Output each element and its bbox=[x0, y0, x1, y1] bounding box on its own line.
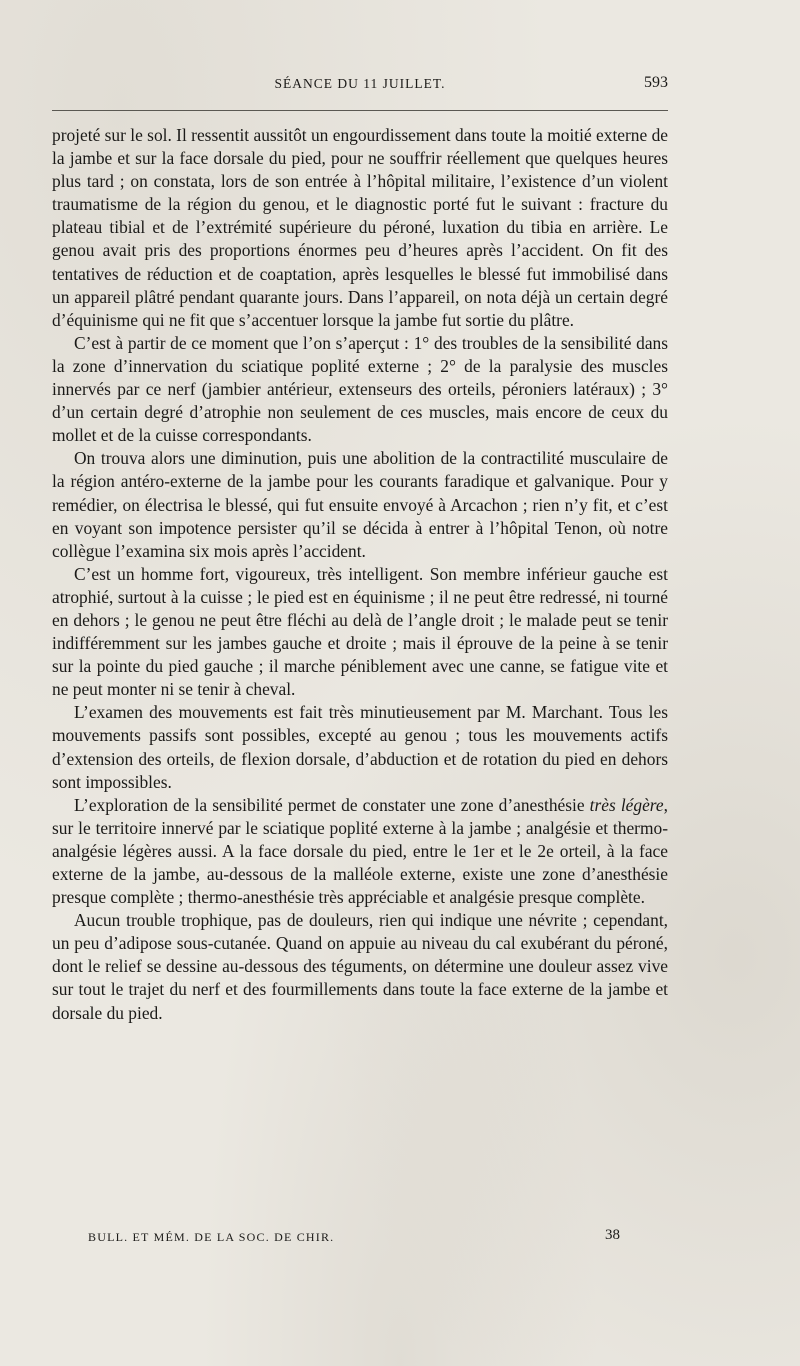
paragraph-6-emphasis: très légère bbox=[589, 794, 664, 815]
paragraph-6-text-after: , sur le territoire innervé par le sciatique poplité externe à la jambe ; analgésie et thermo-analgésie légères aussi. A la face dorsale du pied, entre le 1er et le 2e orteil, à la face externe de la jambe, au-dessous de la malléole externe, existe une zone d’anesthésie presque complète ; thermo-anesthésie très appréciable et analgésie presque complète. bbox=[52, 794, 668, 908]
paragraph-4: C’est un homme fort, vigoureux, très intelligent. Son membre inférieur gauche est atrophié, surtout à la cuisse ; le pied est en équinisme ; il ne peut être redressé, ni tourné en dehors ; le genou ne peut être fléchi au delà de l’angle droit ; le malade peut se tenir indifféremment sur les jambes gauche et droite ; mais il éprouve de la peine à se tenir sur la pointe du pied gauche ; il marche péniblement avec une canne, se fatigue vite et ne peut monter ni se tenir à cheval. bbox=[52, 563, 668, 700]
signature-number: 38 bbox=[605, 1227, 620, 1243]
paragraph-3: On trouva alors une diminution, puis une abolition de la contractilité musculaire de la région antéro-externe de la jambe pour les courants faradique et galvanique. Pour y remédier, on électrisa le blessé, qui fut ensuite envoyé à Arcachon ; rien n’y fit, et c’est en voyant son impotence persister qu’il se décida à entrer à l’hôpital Tenon, où notre collègue l’examina six mois après l’accident. bbox=[52, 448, 668, 561]
paragraph-1: projeté sur le sol. Il ressentit aussitôt un engourdissement dans toute la moitié externe de la jambe et sur la face dorsale du pied, pour ne souffrir réellement que quelques heures plus tard ; on constata, lors de son entrée à l’hôpital militaire, l’existence d’un violent traumatisme de la région du genou, et le diagnostic porté fut le suivant : fracture du plateau tibial et de l’extrémité supérieure du péroné, luxation du tibia en arrière. Le genou avait pris des proportions énormes peu d’heures après l’accident. On fit des tentatives de réduction et de coaptation, après lesquelles le blessé fut immobilisé dans un appareil plâtré pendant quarante jours. Dans l’appareil, on nota déjà un certain degré d’équinisme qui ne fit que s’accentuer lorsque la jambe fut sortie du plâtre. bbox=[52, 125, 668, 330]
header-rule bbox=[52, 110, 668, 111]
footer bbox=[52, 1227, 668, 1251]
paragraph-2: C’est à partir de ce moment que l’on s’aperçut : 1° des troubles de la sensibilité dans la zone d’innervation du sciatique poplité externe ; 2° de la paralysie des muscles innervés par ce nerf (jambier antérieur, extenseurs des orteils, péroniers latéraux) ; 3° d’un certain degré d’atrophie non seulement de ces muscles, mais encore de ceux du mollet et de la cuisse correspondants. bbox=[52, 332, 668, 446]
paragraph-7: Aucun trouble trophique, pas de douleurs, rien qui indique une névrite ; cependant, un peu d’adipose sous-cutanée. Quand on appuie au niveau du cal exubérant du péroné, dont le relief se dessine au-dessous des téguments, on détermine une douleur assez vive sur tout le trajet du nerf et des fourmillements dans toute la face externe de la jambe et dorsale du pied. bbox=[52, 910, 668, 1023]
running-title: SÉANCE DU 11 JUILLET. bbox=[274, 76, 446, 91]
paragraph-6 bbox=[52, 794, 668, 909]
paragraph-5: L’examen des mouvements est fait très minutieusement par M. Marchant. Tous les mouvements passifs sont possibles, excepté au genou ; tous les mouvements actifs d’extension des orteils, de flexion dorsale, d’abduction et de rotation du pied en dehors sont impossibles. bbox=[52, 702, 668, 792]
footer-signature: BULL. ET MÉM. DE LA SOC. DE CHIR. bbox=[88, 1230, 335, 1244]
body-text bbox=[52, 124, 668, 1025]
running-head bbox=[52, 74, 668, 100]
page-number: 593 bbox=[644, 74, 668, 91]
paragraph-6-text-before: L’exploration de la sensibilité permet de constater une zone d’anesthésie bbox=[74, 794, 590, 815]
